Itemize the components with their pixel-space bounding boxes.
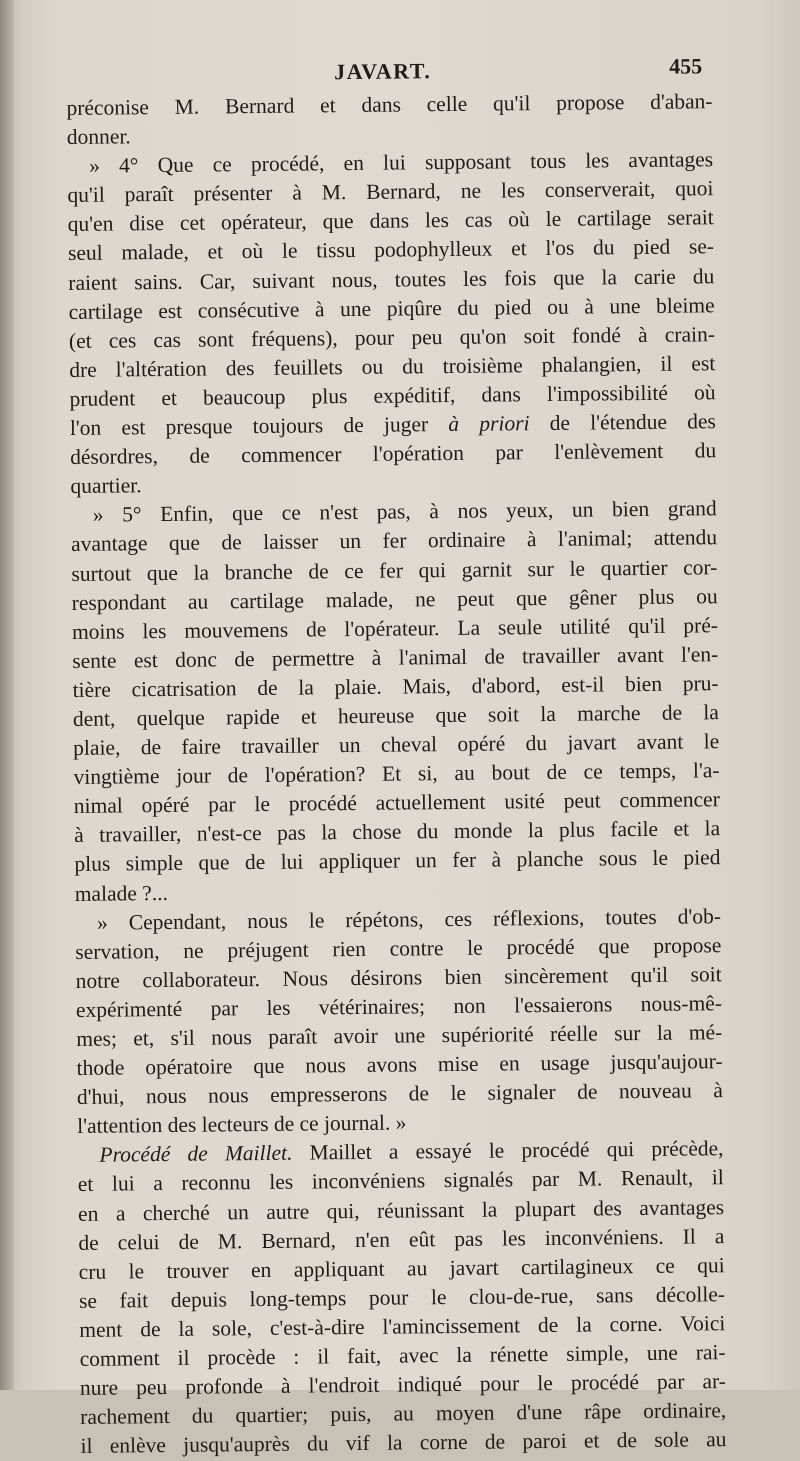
text-line: » Cependant, nous le répétons, ces réflexions, toutes d'ob-	[75, 902, 721, 938]
body-text	[66, 87, 726, 1461]
text-line: comment il procède : il fait, avec la rénette simple, une rai-	[79, 1338, 725, 1374]
text-line: moins les mouvemens de l'opérateur. La seule utilité qu'il pré-	[72, 611, 718, 647]
text-line: vingtième jour de l'opération? Et si, au bout de ce temps, l'a-	[73, 756, 719, 792]
text-line: qu'en dise cet opérateur, que dans les cas où le cartilage serait	[68, 204, 714, 240]
text-line: surtout que la branche de ce fer qui garnit sur le quartier cor-	[71, 553, 717, 589]
running-title: JAVART.	[334, 58, 431, 85]
text-line: l'attention des lecteurs de ce journal. »	[77, 1105, 723, 1141]
text-line: rachement du quartier; puis, au moyen d'une râpe ordinaire,	[80, 1396, 726, 1432]
text-line: désordres, de commencer l'opération par l'enlèvement du	[70, 436, 716, 472]
text-line: plus simple que de lui appliquer un fer à planche sous le pied	[74, 844, 720, 880]
text-line: dent, quelque rapide et heureuse que soit la marche de la	[73, 698, 719, 734]
text-line: dre l'altération des feuillets ou du troisième phalangien, il est	[69, 349, 715, 385]
page-text	[66, 51, 727, 1461]
text-segment: l'on est presque toujours de juger	[70, 412, 449, 440]
text-line: respondant au cartilage malade, ne peut que gêner plus ou	[72, 582, 718, 618]
text-line: malade ?...	[75, 873, 721, 909]
text-line: raient sains. Car, suivant nous, toutes les fois que la carie du	[68, 262, 714, 298]
text-line: d'hui, nous nous empresserons de le signaler de nouveau à	[77, 1076, 723, 1112]
text-line: notre collaborateur. Nous désirons bien sincèrement qu'il soit	[76, 960, 722, 996]
text-segment: Maillet a essayé le procédé qui précède,	[292, 1137, 723, 1166]
text-line: servation, ne préjugent rien contre le procédé que propose	[75, 931, 721, 967]
text-line: et lui a reconnu les inconvéniens signalés par M. Renault, il	[78, 1164, 724, 1200]
text-line: cru le trouver en appliquant au javart cartilagineux ce qui	[79, 1251, 725, 1287]
text-line: seul malade, et où le tissu podophylleux et l'os du pied se-	[68, 233, 714, 269]
text-line: thode opératoire que nous avons mise en usage jusqu'aujour-	[76, 1047, 722, 1083]
text-line: mes; et, s'il nous paraît avoir une supériorité réelle sur la mé-	[76, 1018, 722, 1054]
text-line: qu'il paraît présenter à M. Bernard, ne les conserverait, quoi	[67, 175, 713, 211]
text-segment: de l'étendue des	[529, 409, 716, 435]
italic-text: à priori	[448, 411, 529, 436]
text-line: prudent et beaucoup plus expéditif, dans l'impossibilité où	[69, 378, 715, 414]
text-line: il enlève jusqu'auprès du vif la corne de paroi et de sole au	[80, 1425, 726, 1461]
text-line: cartilage est consécutive à une piqûre du pied ou à une bleime	[69, 291, 715, 327]
text-line: tière cicatrisation de la plaie. Mais, d'abord, est-il bien pru-	[72, 669, 718, 705]
text-line: donner.	[67, 116, 713, 152]
text-line: quartier.	[70, 465, 716, 501]
text-line: » 4° Que ce procédé, en lui supposant tous les avantages	[67, 145, 713, 181]
text-line: se fait depuis long-temps pour le clou-de-rue, sans décolle-	[79, 1280, 725, 1316]
text-line: avantage que de laisser un fer ordinaire à l'animal; attendu	[71, 524, 717, 560]
text-line: à travailler, n'est-ce pas la chose du monde la plus facile et la	[74, 815, 720, 851]
page-header	[66, 51, 712, 94]
text-line: (et ces cas sont fréquens), pour peu qu'on soit fondé à crain-	[69, 320, 715, 356]
text-line: plaie, de faire travailler un cheval opéré du javart avant le	[73, 727, 719, 763]
text-line: de celui de M. Bernard, n'en eût pas les inconvéniens. Il a	[78, 1222, 724, 1258]
text-line: ment de la sole, c'est-à-dire l'amincissement de la corne. Voici	[79, 1309, 725, 1345]
text-line: nimal opéré par le procédé actuellement usité peut commencer	[74, 785, 720, 821]
text-line: » 5° Enfin, que ce n'est pas, à nos yeux, un bien grand	[71, 495, 717, 531]
text-line: sente est donc de permettre à l'animal de travailler avant l'en-	[72, 640, 718, 676]
text-line: nure peu profonde à l'endroit indiqué pour le procédé par ar-	[80, 1367, 726, 1403]
text-line: expérimenté par les vétérinaires; non l'essaierons nous-mê-	[76, 989, 722, 1025]
text-line: en a cherché un autre qui, réunissant la plupart des avantages	[78, 1193, 724, 1229]
italic-text: Procédé de Maillet.	[99, 1141, 292, 1167]
page-number: 455	[669, 53, 702, 79]
binding-gutter	[0, 0, 14, 1390]
text-line: préconise M. Bernard et dans celle qu'il propose d'aban-	[66, 87, 712, 123]
